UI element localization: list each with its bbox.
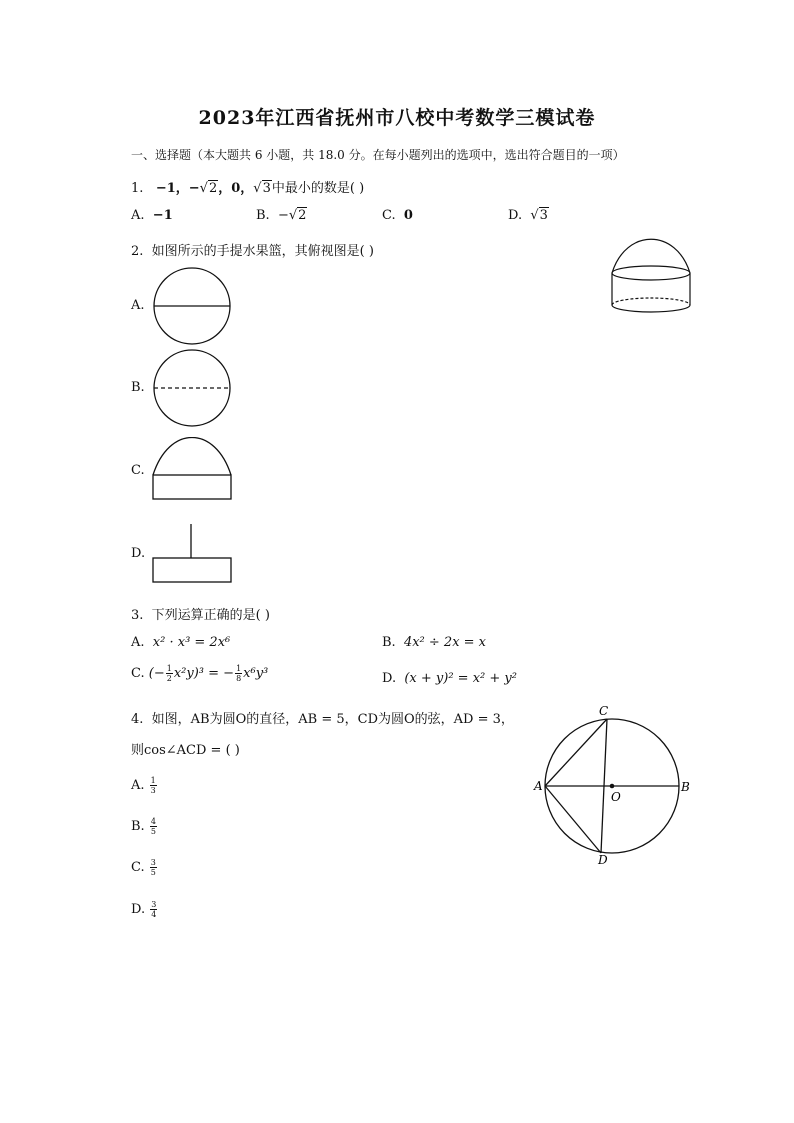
option-text: (x + y)² = x² + y² (404, 671, 517, 686)
q1-stem-c: 中最小的数是( ) (271, 181, 365, 196)
option-label: A. (131, 298, 145, 313)
option-text: x²y)³ = − (173, 666, 235, 681)
fraction (150, 817, 157, 836)
fraction-numerator: 1 (236, 664, 242, 673)
option-label: A. (131, 208, 145, 223)
option-label: C. (131, 860, 145, 875)
q2-stem: 如图所示的手提水果篮，其俯视图是( ) (151, 244, 374, 259)
sqrt-icon: √ (288, 208, 298, 223)
q2-option-c-figure (151, 437, 233, 503)
q3-option-d[interactable] (382, 671, 517, 686)
option-label: D. (131, 902, 146, 917)
option-label: D. (382, 671, 397, 686)
option-text: x⁶y³ (243, 666, 269, 681)
fraction (150, 776, 157, 795)
fraction-numerator: 4 (150, 817, 156, 826)
q3-option-a[interactable] (131, 635, 230, 650)
option-radicand: 2 (298, 208, 307, 223)
label-c: C (599, 704, 609, 718)
q4-stem-line2: 则cos∠ACD = ( ) (131, 743, 240, 758)
option-label: B. (382, 635, 396, 650)
label-a: A (534, 779, 543, 793)
sqrt-icon: √ (253, 181, 262, 196)
question-3 (131, 604, 270, 623)
option-label: C. (382, 208, 396, 223)
q2-option-a-figure (152, 266, 232, 346)
fraction-numerator: 3 (151, 900, 157, 909)
fraction-denominator: 8 (236, 674, 242, 683)
fraction (235, 664, 242, 683)
q1-option-b[interactable] (256, 208, 307, 223)
option-label: C. (131, 463, 145, 478)
question-number: 3. (131, 608, 144, 623)
fraction-numerator: 3 (150, 858, 156, 867)
q2-option-b-figure (152, 348, 232, 428)
question-4 (131, 708, 514, 727)
q1-stem-b: ，0， (218, 181, 254, 196)
question-number: 4. (131, 712, 144, 727)
q3-option-c[interactable] (131, 664, 268, 683)
label-b: B (681, 780, 690, 794)
q2-option-d-figure (151, 522, 233, 586)
section-heading: 一、选择题（本大题共 6 小题，共 18.0 分。在每小题列出的选项中，选出符合题目的一项） (131, 148, 625, 162)
fraction-denominator: 4 (151, 910, 157, 919)
q1-radicand-1: 2 (208, 181, 218, 196)
option-label: A. (131, 635, 145, 650)
fraction-denominator: 5 (150, 827, 156, 836)
q4-option-b[interactable] (131, 817, 158, 836)
fraction (150, 858, 157, 877)
option-label: D. (508, 208, 523, 223)
option-label: A. (131, 778, 145, 793)
question-1 (131, 177, 364, 196)
option-text: x² · x³ = 2x⁶ (152, 635, 231, 650)
q1-option-a[interactable] (131, 208, 173, 223)
fraction-numerator: 1 (150, 776, 156, 785)
q2-option-a[interactable] (131, 298, 145, 313)
option-text: 0 (403, 208, 413, 223)
question-number: 2. (131, 244, 144, 259)
q4-option-c[interactable] (131, 858, 158, 877)
label-d: D (598, 853, 608, 867)
sqrt-icon: √ (530, 208, 539, 223)
fraction-numerator: 1 (166, 664, 172, 673)
option-label: B. (131, 819, 145, 834)
fraction-denominator: 3 (150, 786, 156, 795)
option-text: − (277, 208, 289, 223)
q2-option-d[interactable] (131, 546, 145, 561)
option-label: B. (131, 380, 145, 395)
circle-geometry-figure (532, 702, 698, 868)
q2-option-c[interactable] (131, 463, 145, 478)
label-o: O (611, 790, 621, 804)
fraction-denominator: 2 (166, 674, 172, 683)
q4-stem-line1: 如图，AB为圆O的直径，AB = 5，CD为圆O的弦，AD = 3， (151, 712, 514, 727)
q1-option-d[interactable] (508, 208, 549, 223)
q4-option-a[interactable] (131, 776, 158, 795)
option-text: −1 (152, 208, 173, 223)
page-title: 2023年江西省抚州市八校中考数学三模试卷 (198, 107, 596, 129)
fraction-denominator: 5 (150, 868, 156, 877)
q4-option-d[interactable] (131, 900, 158, 919)
q1-option-c[interactable] (382, 208, 413, 223)
q1-radicand-2: 3 (262, 181, 271, 196)
option-text: (− (148, 666, 165, 681)
option-label: C. (131, 666, 145, 681)
fraction (166, 664, 173, 683)
q2-option-b[interactable] (131, 380, 145, 395)
q3-option-b[interactable] (382, 635, 486, 650)
question-number: 1. (131, 181, 144, 196)
fraction (150, 900, 157, 919)
fruit-basket-figure (606, 236, 696, 318)
q1-stem-a: −1，− (155, 181, 200, 196)
sqrt-icon: √ (199, 181, 208, 196)
q3-stem: 下列运算正确的是( ) (151, 608, 270, 623)
option-label: D. (131, 546, 146, 561)
option-text: 4x² ÷ 2x = x (403, 635, 487, 650)
option-label: B. (256, 208, 270, 223)
option-radicand: 3 (539, 208, 548, 223)
question-2 (131, 240, 374, 259)
